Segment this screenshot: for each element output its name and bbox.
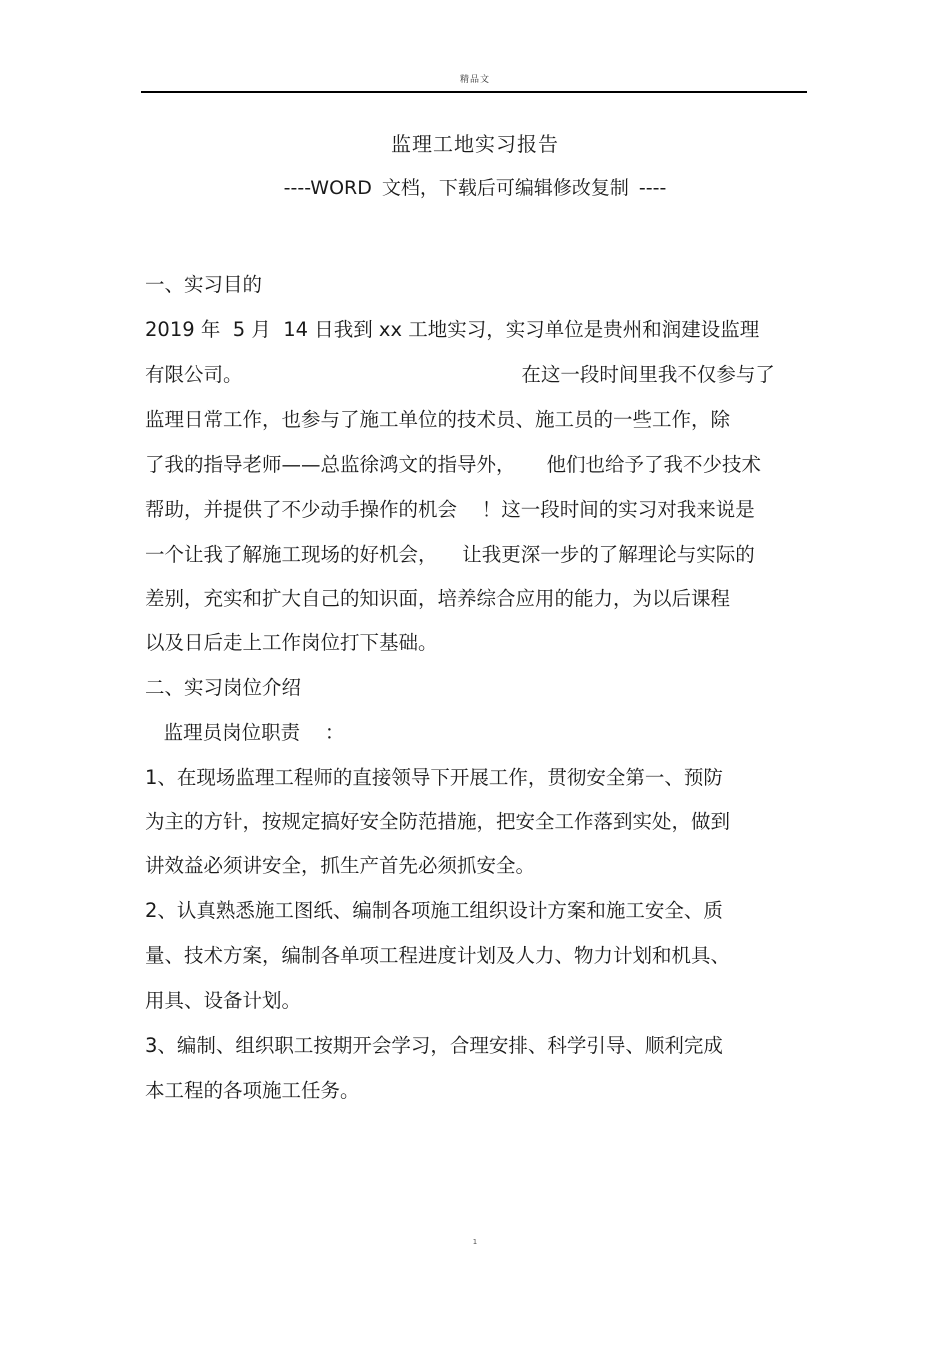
list-item-line: 用具、设备计划。: [145, 989, 302, 1012]
header-label: 精品文: [459, 75, 490, 85]
paragraph-line: 监理日常工作，也参与了施工单位的技术员、施工员的一些工作，除: [145, 408, 731, 431]
paragraph-line: 了我的指导老师——总监徐鸿文的指导外， 他们也给予了我不少技术: [145, 453, 761, 476]
subheading-duties: 监理员岗位职责 ：: [145, 721, 345, 744]
list-item-line: 3、编制、组织职工按期开会学习，合理安排、科学引导、顺利完成: [145, 1034, 723, 1057]
document-title: 监理工地实习报告: [391, 132, 559, 156]
list-item-line: 本工程的各项施工任务。: [145, 1079, 360, 1102]
header-rule: [141, 91, 807, 93]
section-heading-position: 二、实习岗位介绍: [145, 676, 302, 699]
list-item-line: 2、认真熟悉施工图纸、编制各项施工组织设计方案和施工安全、质: [145, 899, 723, 922]
list-item-line: 为主的方针，按规定搞好安全防范措施，把安全工作落到实处，做到: [145, 810, 731, 833]
list-item-line: 量、技术方案，编制各单项工程进度计划及人力、物力计划和机具、: [145, 944, 731, 967]
section-heading-purpose: 一、实习目的: [145, 273, 263, 296]
list-item-line: 1、在现场监理工程师的直接领导下开展工作，贯彻安全第一、预防: [145, 766, 723, 789]
list-item-line: 讲效益必须讲安全，抓生产首先必须抓安全。: [145, 854, 536, 877]
paragraph-line: 以及日后走上工作岗位打下基础。: [145, 631, 438, 654]
paragraph-line: 2019 年 5 月 14 日我到 xx 工地实习，实习单位是贵州和润建设监理: [145, 318, 760, 341]
paragraph-line: 一个让我了解施工现场的好机会， 让我更深一步的了解理论与实际的: [145, 543, 755, 566]
paragraph-line: 帮助，并提供了不少动手操作的机会 ！这一段时间的实习对我来说是: [145, 498, 755, 521]
paragraph-line: 有限公司。 在这一段时间里我不仅参与了: [145, 363, 775, 386]
document-subtitle: ----WORD 文档，下载后可编辑修改复制 ----: [283, 177, 667, 199]
page-number: 1: [472, 1238, 478, 1246]
paragraph-line: 差别，充实和扩大自己的知识面，培养综合应用的能力，为以后课程: [145, 587, 731, 610]
